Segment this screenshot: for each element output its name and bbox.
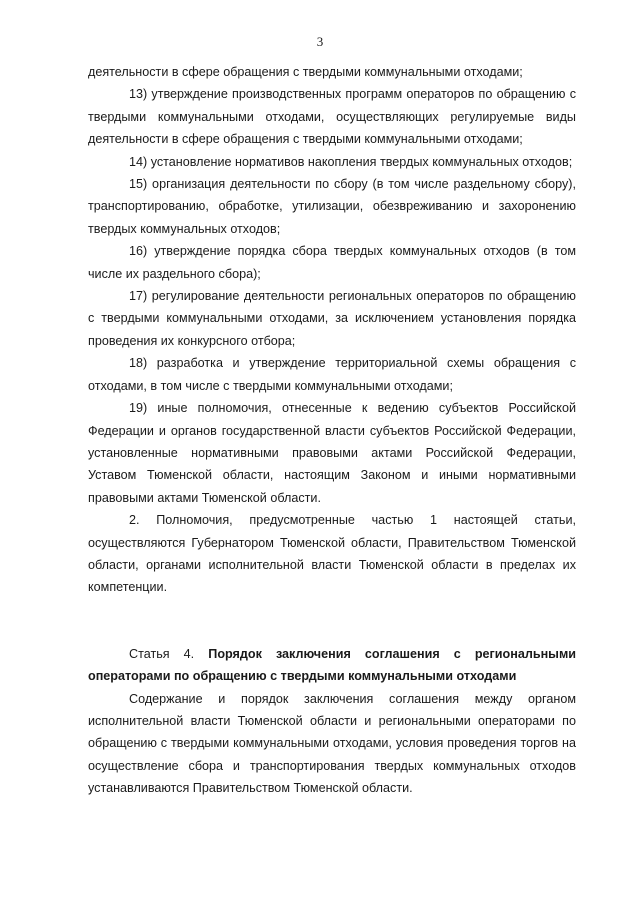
list-item-19: 19) иные полномочия, отнесенные к ведению субъектов Российской Федерации и органов государственной власти субъектов Российской Федерации, установленные нормативными правовыми актами Российской Федерации, Уставом Тюменской области, настоящим Законом и иными нормативными правовыми актами Тюменской области.: [88, 401, 576, 505]
article-prefix: Статья 4.: [129, 646, 195, 661]
list-item-17: 17) регулирование деятельности региональных операторов по обращению с твердыми коммунальными отходами, за исключением установления порядка проведения их конкурсного отбора;: [88, 289, 576, 348]
article-heading: [88, 643, 576, 688]
list-item-14: 14) установление нормативов накопления твердых коммунальных отходов;: [129, 154, 573, 169]
spacer: [88, 599, 576, 621]
spacer: [88, 621, 576, 643]
article-title: Порядок заключения соглашения с региональными операторами по обращению с твердыми коммунальными отходами: [88, 646, 577, 684]
list-item-18: 18) разработка и утверждение территориальной схемы обращения с отходами, в том числе с твердыми коммунальными отходами;: [88, 356, 576, 393]
paragraph-part-2: 2. Полномочия, предусмотренные частью 1 настоящей статьи, осуществляются Губернатором Тюменской области, Правительством Тюменской области, органами исполнительной власти Тюменской области в пределах их компетенции.: [88, 513, 576, 595]
article-body: Содержание и порядок заключения соглашения между органом исполнительной власти Тюменской области и региональными операторами по обращению с твердыми коммунальными отходами, условия проведения торгов на осуществление сбора и транспортирования твердых коммунальных отходов устанавливаются Правительством Тюменской области.: [88, 691, 576, 796]
page-number: 3: [316, 34, 324, 49]
paragraph-continuation: деятельности в сфере обращения с твердыми коммунальными отходами;: [88, 65, 523, 79]
list-item-13: 13) утверждение производственных программ операторов по обращению с твердыми коммунальными отходами, осуществляющих регулируемые виды деятельности в сфере обращения с твердыми коммунальными отходами;: [88, 87, 576, 147]
list-item-16: 16) утверждение порядка сбора твердых коммунальных отходов (в том числе их раздельного сбора);: [88, 244, 576, 281]
document-body: [88, 61, 576, 800]
list-item-15: 15) организация деятельности по сбору (в том числе раздельному сбору), транспортированию, обработке, утилизации, обезвреживанию и захоронению твердых коммунальных отходов;: [88, 177, 576, 236]
